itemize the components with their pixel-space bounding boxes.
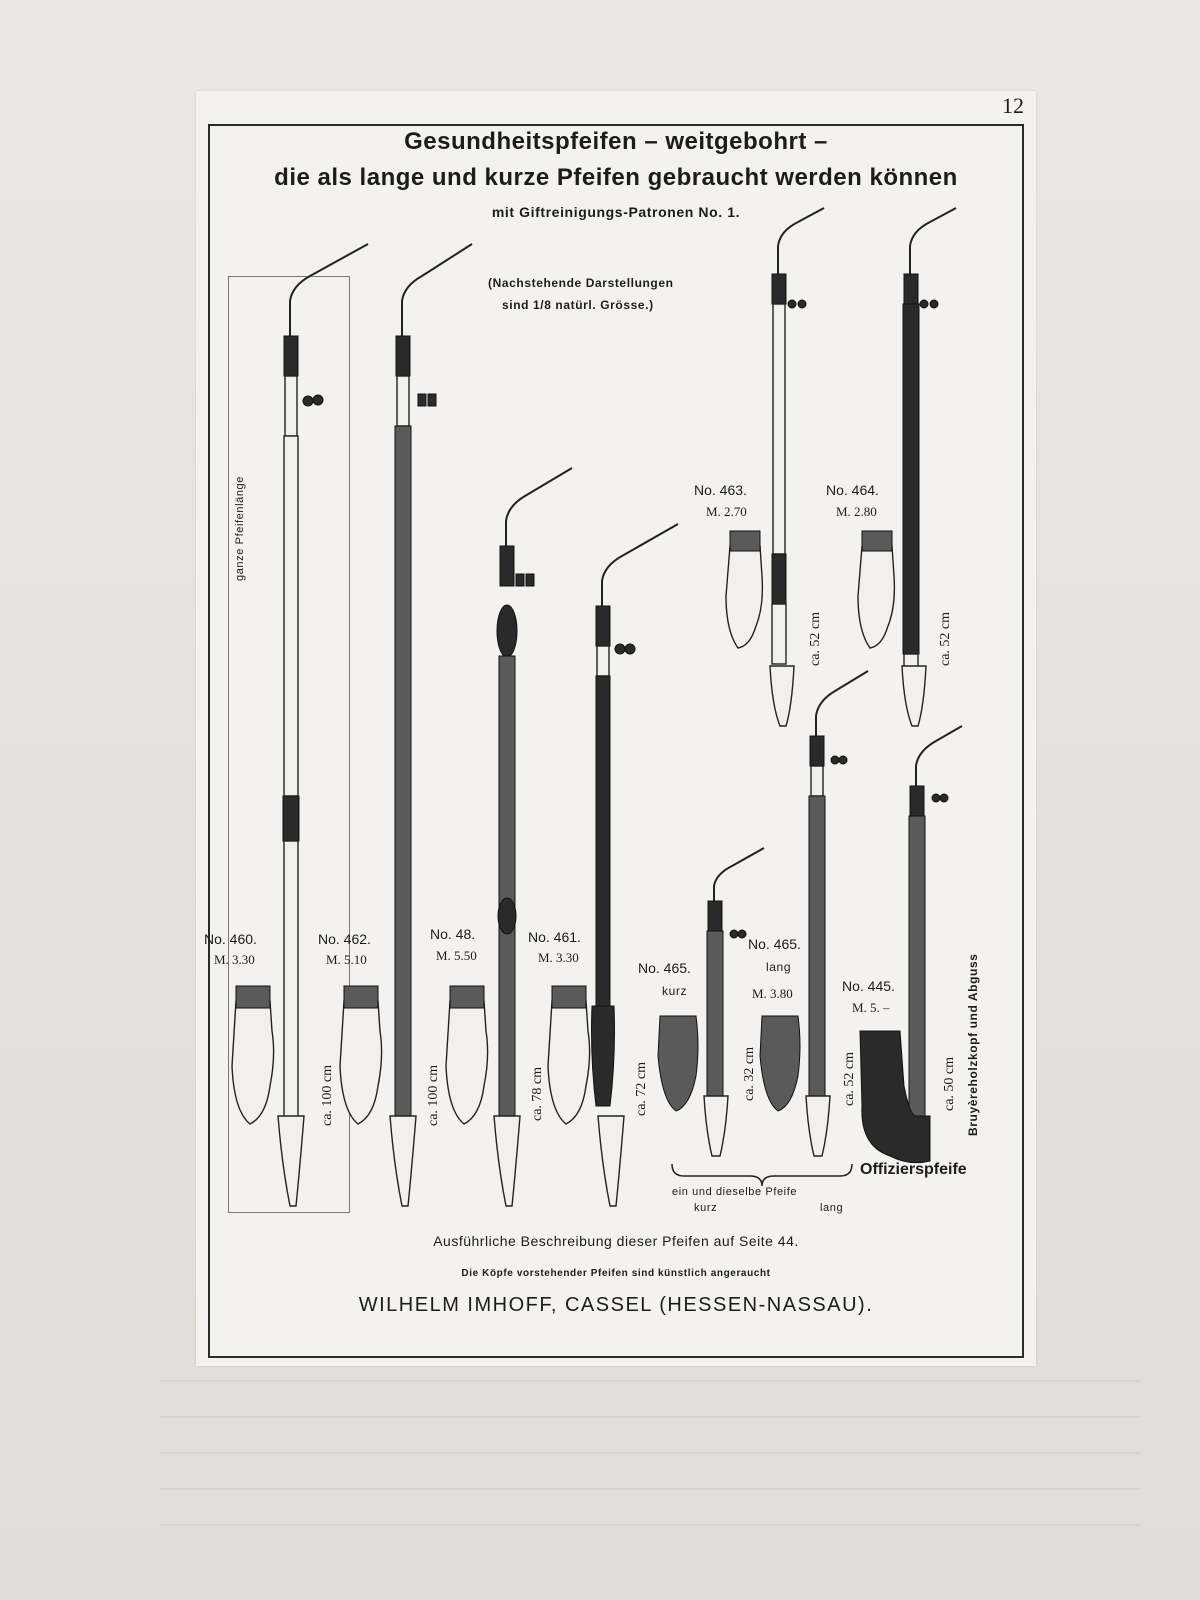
footer-company: WILHELM IMHOFF, CASSEL (HESSEN-NASSAU). (358, 1294, 874, 1316)
pipe-465-kurz-number: No. 465. (638, 960, 691, 976)
page-frame (204, 124, 1024, 1358)
pipe-464-length: ca. 52 cm (938, 611, 953, 666)
scale-note-line1: (Nachstehende Darstellungen (488, 276, 674, 290)
pipe-445-number: No. 445. (842, 978, 895, 994)
pipe-461-drawing (548, 524, 678, 1206)
heading-line2: die als lange und kurze Pfeifen gebraucht werden können (274, 164, 958, 191)
pipe-465-kurz-variant: kurz (662, 984, 688, 998)
pipe-465-lang-variant: lang (766, 960, 792, 974)
pipe-463-number: No. 463. (694, 482, 747, 498)
side-label: ganze Pfeifenlänge (234, 476, 246, 581)
pipe-465-lang-number: No. 465. (748, 936, 801, 952)
footer-line2: Die Köpfe vorstehender Pfeifen sind künstlich angeraucht (461, 1268, 771, 1279)
footer-line1: Ausführliche Beschreibung dieser Pfeifen auf Seite 44. (433, 1233, 799, 1249)
pipe-465-kurz-length: ca. 32 cm (742, 1046, 757, 1101)
pipe-461-price: M. 3.30 (538, 950, 579, 965)
page-number: 12 (1002, 93, 1024, 118)
brace-note: ein und dieselbe Pfeife (672, 1186, 798, 1198)
pipe-445-length: ca. 50 cm (942, 1056, 957, 1111)
pipe-463-price: M. 2.70 (706, 504, 747, 519)
pipe-461-length: ca. 72 cm (634, 1061, 649, 1116)
catalog-page (196, 91, 1036, 1366)
brace-lang: lang (820, 1202, 844, 1214)
heading-line1: Gesundheitspfeifen – weitgebohrt – (404, 128, 828, 155)
brace-kurz: kurz (694, 1202, 718, 1214)
pipe-48-price: M. 5.50 (436, 948, 477, 963)
pipe-465-lang-price: M. 3.80 (752, 986, 793, 1001)
heading-line3: mit Giftreinigungs-Patronen No. 1. (491, 204, 741, 220)
pipe-464-number: No. 464. (826, 482, 879, 498)
pipe-460-price: M. 3.30 (214, 952, 255, 967)
pipe-460-number: No. 460. (204, 931, 257, 947)
pipe-48-number: No. 48. (430, 926, 476, 942)
pipe-463-length: ca. 52 cm (808, 611, 823, 666)
pipe-462-length: ca. 100 cm (426, 1064, 441, 1126)
pipe-460-length: ca. 100 cm (320, 1064, 335, 1126)
pipe-48-length: ca. 78 cm (530, 1066, 545, 1121)
scale-note-line2: sind 1/8 natürl. Grösse.) (502, 298, 654, 312)
pipe-464-price: M. 2.80 (836, 504, 877, 519)
pipe-445-caption: Offizierspfeife (860, 1161, 967, 1178)
pipe-445-note: Bruyèreholzkopf und Abguss (966, 953, 980, 1136)
pipe-465-lang-length: ca. 52 cm (842, 1051, 857, 1106)
pipe-462-number: No. 462. (318, 931, 371, 947)
pipe-462-price: M. 5.10 (326, 952, 367, 967)
show-through-text (160, 1380, 1140, 1560)
brace (672, 1164, 852, 1186)
pipe-465-kurz-drawing (658, 848, 764, 1156)
pipe-445-price: M. 5. – (852, 1000, 890, 1015)
pipe-461-number: No. 461. (528, 929, 581, 945)
